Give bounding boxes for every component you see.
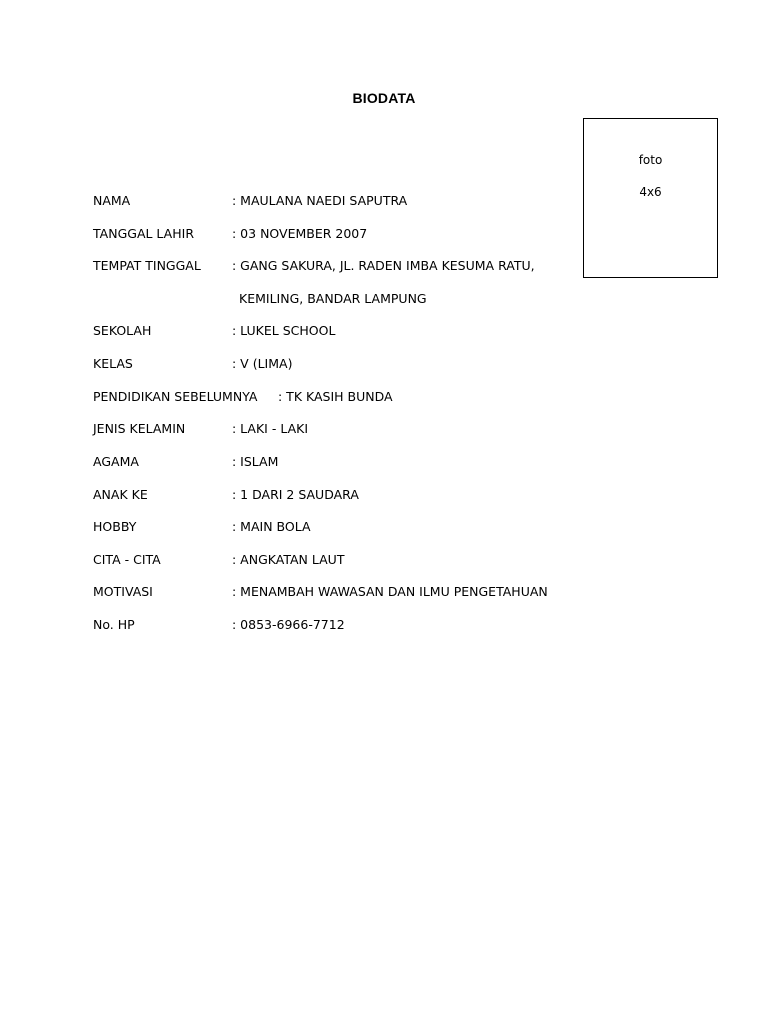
field-value: : 0853-6966-7712 [232, 617, 345, 632]
field-label: HOBBY [93, 519, 137, 534]
field-label: TEMPAT TINGGAL [93, 258, 201, 273]
photo-size: 4x6 [639, 185, 662, 199]
field-value: : MENAMBAH WAWASAN DAN ILMU PENGETAHUAN [232, 584, 548, 599]
field-value: : LAKI - LAKI [232, 421, 309, 436]
field-value: : ANGKATAN LAUT [232, 552, 345, 567]
photo-label: foto [638, 153, 663, 167]
field-label: CITA - CITA [93, 552, 161, 567]
field-value-continuation: KEMILING, BANDAR LAMPUNG [239, 291, 427, 306]
field-label: ANAK KE [93, 487, 148, 502]
field-value: : TK KASIH BUNDA [278, 389, 393, 404]
field-value: : 1 DARI 2 SAUDARA [232, 487, 359, 502]
field-label: TANGGAL LAHIR [93, 226, 195, 241]
field-value: : 03 NOVEMBER 2007 [232, 226, 368, 241]
field-value: : MAIN BOLA [232, 519, 311, 534]
field-value: : LUKEL SCHOOL [232, 323, 336, 338]
field-label: JENIS KELAMIN [93, 421, 186, 436]
field-label: NAMA [93, 193, 131, 208]
field-label: AGAMA [93, 454, 139, 469]
field-label: KELAS [93, 356, 133, 371]
field-label: PENDIDIKAN SEBELUMNYA [93, 389, 258, 404]
field-value: : ISLAM [232, 454, 279, 469]
field-label: No. HP [93, 617, 135, 632]
field-label: MOTIVASI [93, 584, 153, 599]
document-title: BIODATA [352, 90, 416, 106]
field-value: : MAULANA NAEDI SAPUTRA [232, 193, 408, 208]
photo-placeholder [583, 118, 718, 278]
field-value: : GANG SAKURA, JL. RADEN IMBA KESUMA RATU, [232, 258, 535, 273]
field-value: : V (LIMA) [232, 356, 293, 371]
field-label: SEKOLAH [93, 323, 152, 338]
